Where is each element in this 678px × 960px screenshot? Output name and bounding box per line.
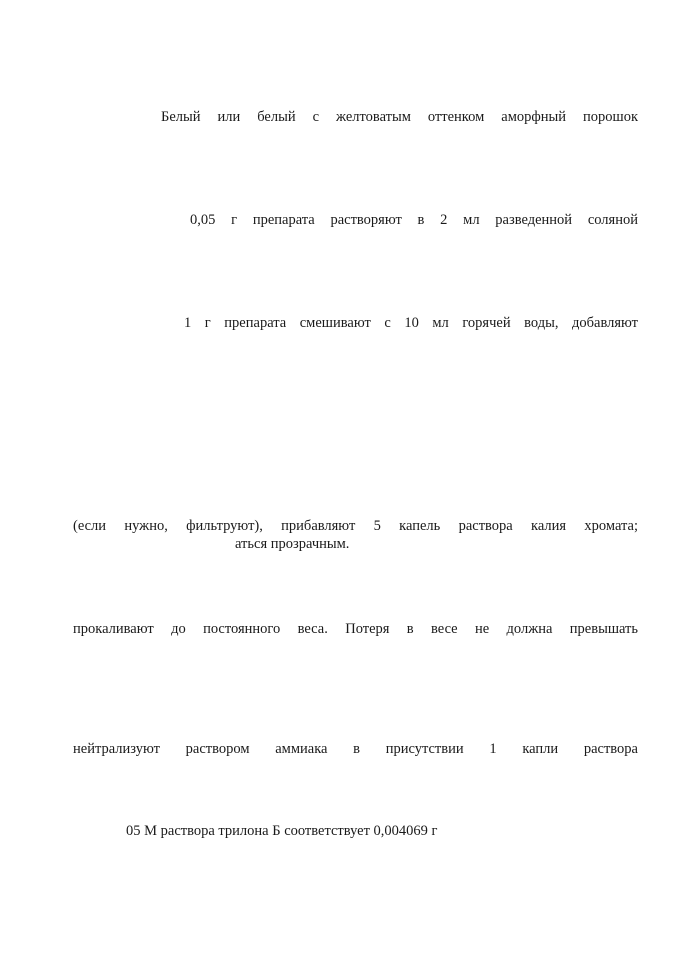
- text-line-filtration: (если нужно, фильтруют), прибавляют 5 капель раствора калия хромата;: [73, 518, 638, 534]
- text-line-identification: 0,05 г препарата растворяют в 2 мл разведенной соляной: [190, 212, 638, 228]
- text-line-ignition-loss: прокаливают до постоянного веса. Потеря в весе не должна превышать: [73, 621, 638, 637]
- text-line-titration-equivalent: 05 М раствора трилона Б соответствует 0,004069 г: [126, 823, 438, 839]
- text-line-transparency: аться прозрачным.: [235, 536, 350, 552]
- text-line-description: Белый или белый с желтоватым оттенком аморфный порошок: [161, 109, 638, 125]
- text-line-solubility-test: 1 г препарата смешивают с 10 мл горячей воды, добавляют: [184, 315, 638, 331]
- text-line-neutralization: нейтрализуют раствором аммиака в присутствии 1 капли раствора: [73, 741, 638, 757]
